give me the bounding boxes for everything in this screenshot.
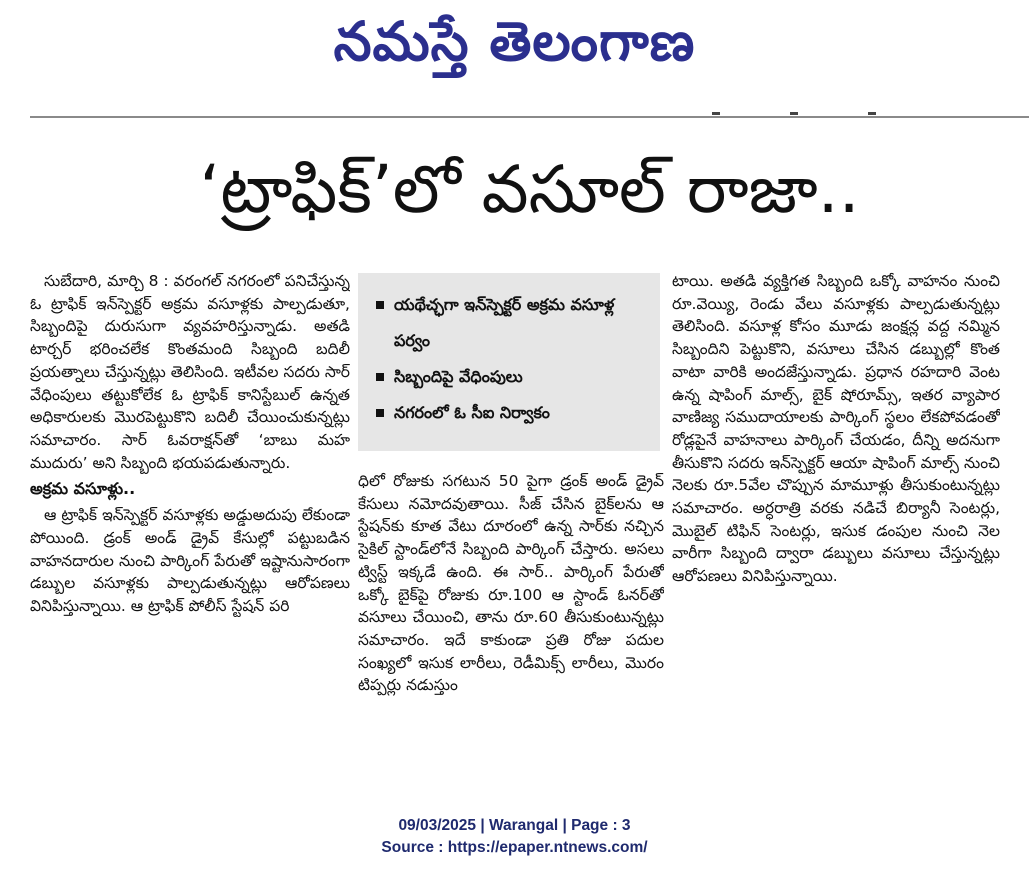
highlight-text: సిబ్బందిపై వేధింపులు [394,367,523,386]
square-bullet-icon [376,301,384,309]
article-paragraph: సుబేదారి, మార్చి 8 : వరంగల్ నగరంలో పనిచేస్తున్న ఓ ట్రాఫిక్ ఇన్‌స్పెక్టర్ అక్రమ వసూళ్లకు పాల్పడుతూ, సిబ్బందిపై దురుసుగా వ్యవహరిస్తున్నాడు. అతడి టార్చర్ భరించలేక కొంతమంది సిబ్బంది బదిలీ ప్రయత్నాలు చేస్తున్నట్లు తెలిసింది. ఇటీవల సదరు సార్ వేధింపులు తట్టుకోలేక ఓ ట్రాఫిక్ కానిస్టేబుల్ ఉన్నత అధికారులకు మొరపెట్టుకొని బదిలీ చేయించుకున్నట్లు సమాచారం. సార్ ఓవరాక్షన్‌తో ‘బాబు మహ ముదురు’ అని సిబ్బంది భయపడుతున్నారు. [30,272,350,472]
highlight-item [370,395,648,431]
masthead [0,6,1029,78]
article-paragraph: ఆ ట్రాఫిక్ ఇన్‌స్పెక్టర్ వసూళ్లకు అడ్డుఅదుపు లేకుండా పోయింది. డ్రంక్ అండ్ డ్రైవ్ కేసుల్లో పట్టుబడిన వాహనదారుల నుంచి పార్కింగ్ పేరుతో ఇష్టానుసారంగా డబ్బుల వసూళ్లకు పాల్పడుతున్నట్లు ఆరోపణలు వినిపిస్తున్నాయి. ఆ ట్రాఫిక్ పోలీస్ స్టేషన్ పరి [30,506,350,616]
header-divider [30,116,1029,118]
square-bullet-icon [376,409,384,417]
newspaper-logo: నమస్తే తెలంగాణ [333,10,696,73]
article-subheading: అక్రమ వసూళ్లు.. [30,479,136,499]
footer-date-line: 09/03/2025 | Warangal | Page : 3 [398,817,631,834]
highlight-text: నగరంలో ఓ సీఐ నిర్వాకం [394,403,550,422]
article-column-1 [30,270,350,780]
highlights-list [358,273,660,431]
footer-source-line: Source : https://epaper.ntnews.com/ [381,839,648,856]
square-bullet-icon [376,373,384,381]
highlight-item [370,359,648,395]
article-column-2 [358,470,664,780]
article-paragraph: టాయి. అతడి వ్యక్తిగత సిబ్బంది ఒక్కో వాహనం నుంచి రూ.వెయ్యి, రెండు వేలు వసూళ్లకు పాల్పడుతున్నట్లు తెలిసింది. వసూళ్ల కోసం మూడు జంక్షన్ల వద్ద నమ్మిన సిబ్బందిని పెట్టుకొని, వసూలు చేసిన డబ్బుల్లో కొంత వాటా వారికి అందజేస్తున్నాడు. ప్రధాన రహదారి వెంట ఉన్న షాపింగ్ మాల్స్, బైక్ షోరూమ్స్, ఇతర వ్యాపార వాణిజ్య సముదాయాలకు పార్కింగ్ స్థలం లేకపోవడంతో రోడ్లపైనే వాహనాలు పార్కింగ్ చేయడం, దీన్ని అదనుగా తీసుకొని సదరు ఇన్‌స్పెక్టర్ ఆయా షాపింగ్ మాల్స్ నుంచి నెలకు రూ.5వేల చొప్పున మామూళ్లు తీసుకుంటున్నట్లు సమాచారం. అర్ధరాత్రి వరకు నడిచే బిర్యానీ సెంటర్లు, మొబైల్ టిఫిన్ సెంటర్లు, ఇసుక డంపుల నుంచి నెల వారీగా సిబ్బంది ద్వారా డబ్బులు వసూలు చేస్తున్నట్లు ఆరోపణలు వినిపిస్తున్నాయి. [672,272,1000,586]
highlight-item [370,287,648,359]
rule-marks [712,100,946,104]
highlight-text: యథేచ్ఛగా ఇన్‌స్పెక్టర్ అక్రమ వసూళ్ల పర్వం [394,295,615,350]
highlights-box [358,273,660,451]
article-paragraph: ధిలో రోజుకు సగటున 50 పైగా డ్రంక్ అండ్ డ్రైవ్ కేసులు నమోదవుతాయి. సీజ్ చేసిన బైక్‌లను ఆ స్టేషన్‌కు కూత వేటు దూరంలో ఉన్న సార్‌కు నచ్చిన సైకిల్ స్టాండ్‌లోనే సిబ్బంది పార్కింగ్ చేస్తారు. అసలు ట్విస్ట్ ఇక్కడే ఉంది. ఈ సార్.. పార్కింగ్ పేరుతో ఒక్కో బైక్‌పై రోజుకు రూ.100 ఆ స్టాండ్ ఓనర్‌తో వసూలు చేయించి, తాను రూ.60 తీసుకుంటున్నట్లు సమాచారం. ఇదే కాకుండా ప్రతి రోజు పదుల సంఖ్యలో ఇసుక లారీలు, రెడీమిక్స్ లారీలు, మొరం టిప్పర్లు నడుస్తుం [358,472,664,695]
article-headline: ‘ట్రాఫిక్’లో వసూల్ రాజా.. [199,151,860,228]
article-column-3 [672,270,1000,780]
